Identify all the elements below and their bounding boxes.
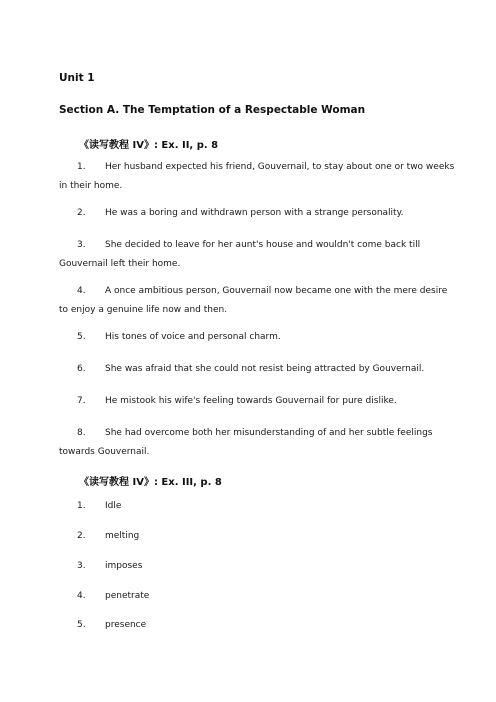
item-text: He was a boring and withdrawn person with a strange personality. bbox=[105, 208, 404, 218]
item-number: 2. bbox=[77, 208, 86, 218]
item-text: She had overcome both her misunderstanding of and her subtle feelings bbox=[105, 428, 433, 438]
item-number: 4. bbox=[77, 286, 86, 296]
item-number: 5. bbox=[77, 332, 86, 342]
item-number: 7. bbox=[77, 396, 86, 406]
list-item bbox=[59, 236, 439, 274]
unit-title: Unit 1 bbox=[59, 72, 95, 84]
item-word: Idle bbox=[105, 501, 122, 511]
item-word: presence bbox=[105, 620, 147, 630]
item-text-continued: in their home. bbox=[59, 181, 123, 191]
item-number: 4. bbox=[77, 591, 86, 601]
item-text-continued: towards Gouvernail. bbox=[59, 447, 150, 457]
list-item bbox=[59, 360, 439, 379]
exercise-2-heading: 《读写教程 IV》: Ex. II, p. 8 bbox=[79, 140, 219, 151]
item-word: melting bbox=[105, 531, 140, 541]
list-item bbox=[59, 424, 439, 462]
item-text: His tones of voice and personal charm. bbox=[105, 332, 281, 342]
list-item bbox=[59, 328, 439, 347]
item-number: 3. bbox=[77, 240, 86, 250]
item-text-continued: Gouvernail left their home. bbox=[59, 259, 181, 269]
item-text: A once ambitious person, Gouvernail now became one with the mere desire bbox=[105, 286, 448, 296]
list-item bbox=[77, 501, 121, 511]
list-item bbox=[77, 561, 142, 571]
list-item bbox=[77, 591, 149, 601]
exercise-3-heading: 《读写教程 IV》: Ex. III, p. 8 bbox=[79, 477, 222, 488]
item-number: 5. bbox=[77, 620, 86, 630]
list-item bbox=[59, 282, 448, 320]
item-word: penetrate bbox=[105, 591, 150, 601]
list-item bbox=[59, 392, 439, 411]
section-title: Section A. The Temptation of a Respectable Woman bbox=[59, 104, 366, 116]
item-number: 1. bbox=[77, 501, 86, 511]
list-item bbox=[59, 158, 455, 196]
list-item bbox=[77, 531, 139, 541]
item-number: 6. bbox=[77, 364, 86, 374]
list-item bbox=[77, 620, 146, 630]
list-item bbox=[59, 204, 439, 223]
item-text: Her husband expected his friend, Gouvernail, to stay about one or two weeks bbox=[105, 162, 455, 172]
item-number: 8. bbox=[77, 428, 86, 438]
item-text: She decided to leave for her aunt's house and wouldn't come back till bbox=[105, 240, 421, 250]
item-word: imposes bbox=[105, 561, 143, 571]
item-text: She was afraid that she could not resist being attracted by Gouvernail. bbox=[105, 364, 425, 374]
item-text: He mistook his wife's feeling towards Gouvernail for pure dislike. bbox=[105, 396, 397, 406]
item-number: 3. bbox=[77, 561, 86, 571]
item-text-continued: to enjoy a genuine life now and then. bbox=[59, 305, 228, 315]
item-number: 2. bbox=[77, 531, 86, 541]
item-number: 1. bbox=[77, 162, 86, 172]
